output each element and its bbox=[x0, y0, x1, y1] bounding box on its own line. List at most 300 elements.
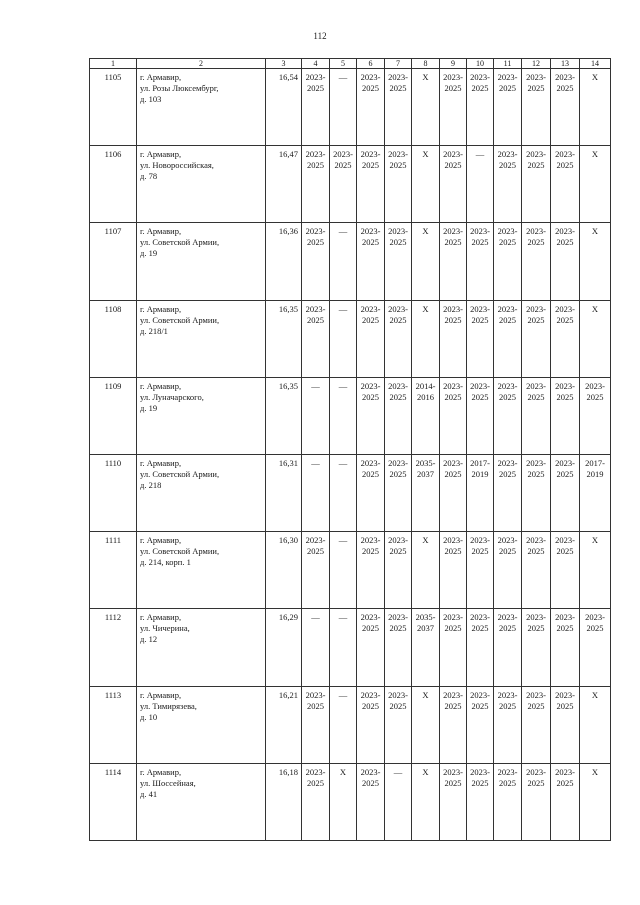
period-text: 2035- bbox=[415, 612, 436, 623]
period-text: 2025 bbox=[527, 83, 545, 93]
period-text: 2025 bbox=[586, 391, 604, 402]
address-line: д. 218/1 bbox=[140, 325, 168, 336]
period-text: 2023- bbox=[388, 689, 408, 700]
period-cell bbox=[302, 532, 330, 609]
period-cell bbox=[357, 609, 385, 686]
period-text: 2023- bbox=[360, 380, 381, 391]
period-text: 2025 bbox=[527, 160, 545, 171]
area-cell: 16,29 bbox=[266, 609, 302, 686]
period-cell bbox=[440, 223, 467, 300]
period-text: 2023- bbox=[526, 457, 546, 468]
period-cell bbox=[522, 454, 551, 531]
header-cell: 2 bbox=[137, 59, 266, 69]
period-text: 2023- bbox=[555, 689, 575, 700]
period-text: 2023- bbox=[305, 766, 326, 777]
address-line: ул. Чичерина, bbox=[140, 623, 190, 634]
period-text: 2023- bbox=[305, 535, 326, 546]
period-cell bbox=[330, 146, 357, 223]
row-number: 1110 bbox=[90, 454, 137, 531]
period-cell bbox=[467, 763, 494, 840]
period-text: 2023- bbox=[526, 380, 546, 391]
period-text: 2023- bbox=[360, 535, 381, 546]
address-line: г. Армавир, bbox=[140, 766, 182, 777]
period-text: 2023- bbox=[526, 149, 546, 160]
period-cell bbox=[551, 223, 580, 300]
period-text: 2023- bbox=[443, 612, 463, 623]
period-text: 2025 bbox=[362, 546, 379, 557]
period-text: 2023- bbox=[497, 380, 518, 391]
period-cell bbox=[412, 686, 440, 763]
period-text: 2025 bbox=[307, 777, 324, 788]
area-cell: 16,35 bbox=[266, 300, 302, 377]
period-cell bbox=[551, 454, 580, 531]
period-text: 2025 bbox=[444, 700, 462, 711]
period-cell bbox=[522, 300, 551, 377]
period-cell bbox=[551, 377, 580, 454]
period-text: 2023- bbox=[443, 149, 463, 160]
address-line: г. Армавир, bbox=[140, 149, 182, 160]
address-cell bbox=[137, 686, 266, 763]
period-text: 2023- bbox=[305, 226, 326, 237]
period-cell bbox=[467, 609, 494, 686]
address-line: г. Армавир, bbox=[140, 303, 182, 314]
period-text: 2023- bbox=[470, 226, 490, 237]
period-text: 2023- bbox=[585, 612, 605, 623]
period-cell bbox=[357, 377, 385, 454]
period-cell bbox=[440, 69, 467, 146]
period-text: 2023- bbox=[305, 303, 326, 314]
table-row bbox=[90, 686, 611, 763]
address-cell bbox=[137, 609, 266, 686]
period-cell bbox=[302, 686, 330, 763]
period-text: 2025 bbox=[307, 546, 324, 557]
period-text: 2025 bbox=[556, 237, 574, 248]
period-text: 2035- bbox=[415, 457, 436, 468]
period-text: 2025 bbox=[556, 314, 574, 325]
period-cell bbox=[302, 454, 330, 531]
period-text: 2025 bbox=[527, 314, 545, 325]
period-text: X bbox=[422, 766, 429, 777]
period-text: 2025 bbox=[556, 777, 574, 788]
table-row bbox=[90, 532, 611, 609]
period-text: 2037 bbox=[417, 623, 434, 634]
address-line: ул. Луначарского, bbox=[140, 391, 204, 402]
period-text: X bbox=[422, 149, 429, 160]
period-text: 2025 bbox=[586, 623, 604, 634]
register-body bbox=[90, 69, 611, 841]
period-text: 2017- bbox=[585, 457, 605, 468]
period-cell bbox=[522, 609, 551, 686]
period-cell bbox=[412, 609, 440, 686]
period-text: 2023- bbox=[305, 72, 326, 82]
period-text: 2025 bbox=[362, 237, 379, 248]
period-cell bbox=[385, 532, 412, 609]
period-cell bbox=[330, 686, 357, 763]
period-text: 2023- bbox=[305, 149, 326, 160]
period-text: — bbox=[338, 689, 348, 700]
row-number: 1108 bbox=[90, 300, 137, 377]
period-text: 2023- bbox=[388, 612, 408, 623]
period-text: 2025 bbox=[527, 468, 545, 479]
period-text: 2025 bbox=[362, 623, 379, 634]
period-text: — bbox=[338, 72, 348, 82]
period-text: 2025 bbox=[471, 237, 489, 248]
address-cell bbox=[137, 532, 266, 609]
address-line: д. 19 bbox=[140, 248, 158, 259]
period-text: 2025 bbox=[499, 623, 516, 634]
period-cell bbox=[580, 532, 611, 609]
period-text: — bbox=[338, 303, 348, 314]
period-text: 2023- bbox=[555, 457, 575, 468]
period-text: 2025 bbox=[527, 237, 545, 248]
period-text: 2023- bbox=[555, 303, 575, 314]
address-line: г. Армавир, bbox=[140, 689, 182, 700]
table-row bbox=[90, 763, 611, 840]
period-text: X bbox=[591, 226, 599, 237]
period-text: — bbox=[338, 612, 348, 623]
period-cell bbox=[551, 69, 580, 146]
period-cell bbox=[580, 454, 611, 531]
period-text: 2023- bbox=[360, 766, 381, 777]
header-cell: 3 bbox=[266, 59, 302, 69]
period-text: 2023- bbox=[555, 149, 575, 160]
period-cell bbox=[302, 223, 330, 300]
period-text: 2025 bbox=[444, 468, 462, 479]
period-text: X bbox=[422, 535, 429, 546]
period-text: 2019 bbox=[586, 468, 604, 479]
period-cell bbox=[440, 300, 467, 377]
address-cell bbox=[137, 300, 266, 377]
period-cell bbox=[330, 763, 357, 840]
period-text: 2025 bbox=[499, 700, 516, 711]
period-text: 2023- bbox=[497, 766, 518, 777]
period-text: 2025 bbox=[389, 468, 407, 479]
period-cell bbox=[580, 69, 611, 146]
period-text: X bbox=[591, 303, 599, 314]
period-text: 2025 bbox=[307, 700, 324, 711]
period-text: 2025 bbox=[499, 391, 516, 402]
period-text: 2025 bbox=[499, 237, 516, 248]
period-text: X bbox=[422, 303, 429, 314]
period-text: 2025 bbox=[389, 237, 407, 248]
period-cell bbox=[522, 532, 551, 609]
period-text: X bbox=[339, 766, 347, 777]
period-text: 2025 bbox=[471, 391, 489, 402]
period-text: 2025 bbox=[389, 83, 407, 93]
address-line: г. Армавир, bbox=[140, 72, 182, 82]
page-number: 112 bbox=[313, 31, 327, 41]
period-cell bbox=[412, 223, 440, 300]
period-cell bbox=[494, 300, 522, 377]
period-cell bbox=[412, 454, 440, 531]
address-line: ул. Розы Люксембург, bbox=[140, 83, 219, 93]
period-text: 2037 bbox=[417, 468, 434, 479]
period-cell bbox=[385, 377, 412, 454]
period-text: 2025 bbox=[334, 160, 352, 171]
period-text: 2025 bbox=[362, 700, 379, 711]
period-text: — bbox=[338, 457, 348, 468]
address-line: г. Армавир, bbox=[140, 612, 182, 623]
period-text: 2025 bbox=[307, 83, 324, 93]
area-cell: 16,30 bbox=[266, 532, 302, 609]
period-cell bbox=[494, 763, 522, 840]
period-text: 2025 bbox=[444, 391, 462, 402]
period-cell bbox=[522, 223, 551, 300]
period-text: 2023- bbox=[555, 72, 575, 82]
period-text: — bbox=[338, 380, 348, 391]
address-line: д. 78 bbox=[140, 171, 158, 182]
period-text: — bbox=[311, 612, 320, 623]
period-cell bbox=[440, 377, 467, 454]
period-text: 2025 bbox=[527, 700, 545, 711]
period-text: 2023- bbox=[526, 689, 546, 700]
period-text: X bbox=[591, 149, 599, 160]
period-text: 2025 bbox=[471, 777, 489, 788]
period-cell bbox=[551, 763, 580, 840]
period-cell bbox=[580, 300, 611, 377]
period-cell bbox=[440, 763, 467, 840]
period-text: 2014- bbox=[415, 380, 436, 391]
period-text: 2023- bbox=[443, 766, 463, 777]
header-cell: 7 bbox=[385, 59, 412, 69]
area-cell: 16,21 bbox=[266, 686, 302, 763]
table-row bbox=[90, 223, 611, 300]
period-text: 2023- bbox=[526, 535, 546, 546]
period-text: 2023- bbox=[526, 766, 546, 777]
row-number: 1105 bbox=[90, 69, 137, 146]
period-text: 2025 bbox=[389, 700, 407, 711]
register-table bbox=[89, 58, 611, 841]
period-cell bbox=[494, 223, 522, 300]
period-text: X bbox=[422, 689, 429, 700]
period-text: 2023- bbox=[360, 612, 381, 623]
period-cell bbox=[580, 609, 611, 686]
period-text: 2023- bbox=[388, 457, 408, 468]
period-cell bbox=[494, 377, 522, 454]
period-cell bbox=[494, 532, 522, 609]
header-row bbox=[90, 59, 611, 69]
table-row bbox=[90, 300, 611, 377]
period-text: 2017- bbox=[470, 457, 490, 468]
header-cell: 14 bbox=[580, 59, 611, 69]
period-text: 2023- bbox=[497, 149, 518, 160]
area-cell: 16,36 bbox=[266, 223, 302, 300]
period-text: X bbox=[591, 72, 599, 82]
period-text: 2023- bbox=[388, 535, 408, 546]
table-row bbox=[90, 609, 611, 686]
period-cell bbox=[302, 763, 330, 840]
period-cell bbox=[412, 69, 440, 146]
period-text: 2025 bbox=[389, 623, 407, 634]
period-text: 2025 bbox=[362, 468, 379, 479]
period-cell bbox=[440, 686, 467, 763]
period-text: 2025 bbox=[471, 546, 489, 557]
period-cell bbox=[385, 609, 412, 686]
period-text: 2023- bbox=[497, 535, 518, 546]
address-line: ул. Советской Армии, bbox=[140, 546, 220, 557]
area-cell: 16,35 bbox=[266, 377, 302, 454]
address-cell bbox=[137, 763, 266, 840]
period-text: 2023- bbox=[360, 226, 381, 237]
period-text: 2023- bbox=[360, 689, 381, 700]
period-cell bbox=[467, 686, 494, 763]
period-text: 2023- bbox=[388, 380, 408, 391]
period-cell bbox=[330, 454, 357, 531]
header-cell: 10 bbox=[467, 59, 494, 69]
period-text: 2025 bbox=[499, 83, 516, 93]
period-text: 2023- bbox=[526, 612, 546, 623]
period-cell bbox=[357, 300, 385, 377]
period-text: 2025 bbox=[527, 391, 545, 402]
period-cell bbox=[522, 69, 551, 146]
header-cell: 5 bbox=[330, 59, 357, 69]
period-text: — bbox=[475, 149, 485, 160]
period-cell bbox=[551, 609, 580, 686]
period-text: — bbox=[393, 766, 403, 777]
period-cell bbox=[494, 146, 522, 223]
period-cell bbox=[467, 532, 494, 609]
period-text: 2025 bbox=[471, 314, 489, 325]
period-text: 2025 bbox=[499, 468, 516, 479]
address-cell bbox=[137, 69, 266, 146]
period-cell bbox=[302, 609, 330, 686]
period-cell bbox=[467, 146, 494, 223]
period-cell bbox=[494, 686, 522, 763]
period-cell bbox=[357, 223, 385, 300]
period-text: 2023- bbox=[443, 535, 463, 546]
period-cell bbox=[412, 300, 440, 377]
period-cell bbox=[551, 146, 580, 223]
address-line: ул. Шоссейная, bbox=[140, 777, 196, 788]
header-cell: 9 bbox=[440, 59, 467, 69]
period-text: 2023- bbox=[443, 380, 463, 391]
period-text: 2023- bbox=[360, 72, 381, 82]
period-text: 2025 bbox=[362, 83, 379, 93]
period-text: X bbox=[422, 72, 429, 82]
period-text: X bbox=[422, 226, 429, 237]
period-text: 2025 bbox=[471, 83, 489, 93]
period-cell bbox=[467, 223, 494, 300]
period-cell bbox=[385, 300, 412, 377]
period-cell bbox=[302, 377, 330, 454]
period-text: 2025 bbox=[556, 546, 574, 557]
address-line: д. 214, корп. 1 bbox=[140, 557, 191, 568]
period-text: 2025 bbox=[527, 546, 545, 557]
period-cell bbox=[580, 763, 611, 840]
row-number: 1109 bbox=[90, 377, 137, 454]
period-text: 2023- bbox=[585, 380, 605, 391]
period-text: 2025 bbox=[556, 83, 574, 93]
period-text: 2023- bbox=[555, 535, 575, 546]
address-cell bbox=[137, 454, 266, 531]
table-row bbox=[90, 377, 611, 454]
period-text: 2025 bbox=[527, 777, 545, 788]
period-text: 2023- bbox=[470, 535, 490, 546]
period-text: 2023- bbox=[497, 72, 518, 82]
period-cell bbox=[357, 532, 385, 609]
header-cell: 8 bbox=[412, 59, 440, 69]
period-text: 2023- bbox=[388, 72, 408, 82]
period-cell bbox=[302, 300, 330, 377]
header-cell: 4 bbox=[302, 59, 330, 69]
period-text: 2023- bbox=[388, 226, 408, 237]
period-cell bbox=[385, 146, 412, 223]
period-cell bbox=[440, 609, 467, 686]
period-text: 2025 bbox=[444, 314, 462, 325]
period-text: 2025 bbox=[556, 160, 574, 171]
period-text: 2025 bbox=[444, 546, 462, 557]
period-text: 2025 bbox=[444, 777, 462, 788]
header-cell: 1 bbox=[90, 59, 137, 69]
period-text: 2023- bbox=[388, 303, 408, 314]
header-cell: 6 bbox=[357, 59, 385, 69]
period-cell bbox=[551, 686, 580, 763]
period-text: 2023- bbox=[443, 72, 463, 82]
period-text: 2025 bbox=[556, 391, 574, 402]
period-cell bbox=[551, 300, 580, 377]
area-cell: 16,31 bbox=[266, 454, 302, 531]
address-line: ул. Тимирязева, bbox=[140, 700, 197, 711]
period-text: 2023- bbox=[526, 303, 546, 314]
address-line: ул. Советской Армии, bbox=[140, 314, 220, 325]
period-text: 2023- bbox=[333, 149, 353, 160]
period-text: 2025 bbox=[471, 700, 489, 711]
period-text: 2025 bbox=[362, 391, 379, 402]
period-text: 2025 bbox=[556, 700, 574, 711]
row-number: 1111 bbox=[90, 532, 137, 609]
period-text: 2025 bbox=[556, 468, 574, 479]
period-text: 2023- bbox=[470, 766, 490, 777]
period-cell bbox=[467, 300, 494, 377]
row-number: 1107 bbox=[90, 223, 137, 300]
period-cell bbox=[385, 69, 412, 146]
area-cell: 16,54 bbox=[266, 69, 302, 146]
period-cell bbox=[440, 532, 467, 609]
period-text: 2023- bbox=[555, 766, 575, 777]
period-text: 2016 bbox=[417, 391, 434, 402]
period-text: 2023- bbox=[443, 689, 463, 700]
period-text: — bbox=[338, 226, 348, 237]
period-text: 2023- bbox=[470, 72, 490, 82]
period-cell bbox=[385, 686, 412, 763]
period-text: 2025 bbox=[307, 237, 324, 248]
period-text: 2023- bbox=[388, 149, 408, 160]
address-cell bbox=[137, 377, 266, 454]
period-text: 2023- bbox=[470, 380, 490, 391]
row-number: 1113 bbox=[90, 686, 137, 763]
period-text: 2023- bbox=[555, 380, 575, 391]
period-cell bbox=[522, 377, 551, 454]
address-line: ул. Новороссийская, bbox=[140, 160, 214, 171]
period-text: 2025 bbox=[444, 237, 462, 248]
period-text: 2025 bbox=[307, 160, 324, 171]
period-text: 2019 bbox=[471, 468, 489, 479]
period-text: 2023- bbox=[360, 149, 381, 160]
period-cell bbox=[385, 223, 412, 300]
period-cell bbox=[522, 686, 551, 763]
period-cell bbox=[412, 532, 440, 609]
period-text: 2023- bbox=[497, 689, 518, 700]
period-cell bbox=[330, 300, 357, 377]
period-text: 2023- bbox=[470, 689, 490, 700]
table-row bbox=[90, 69, 611, 146]
period-cell bbox=[330, 532, 357, 609]
period-text: 2025 bbox=[444, 623, 462, 634]
address-cell bbox=[137, 146, 266, 223]
period-text: 2025 bbox=[471, 623, 489, 634]
period-cell bbox=[385, 454, 412, 531]
address-line: г. Армавир, bbox=[140, 535, 182, 546]
